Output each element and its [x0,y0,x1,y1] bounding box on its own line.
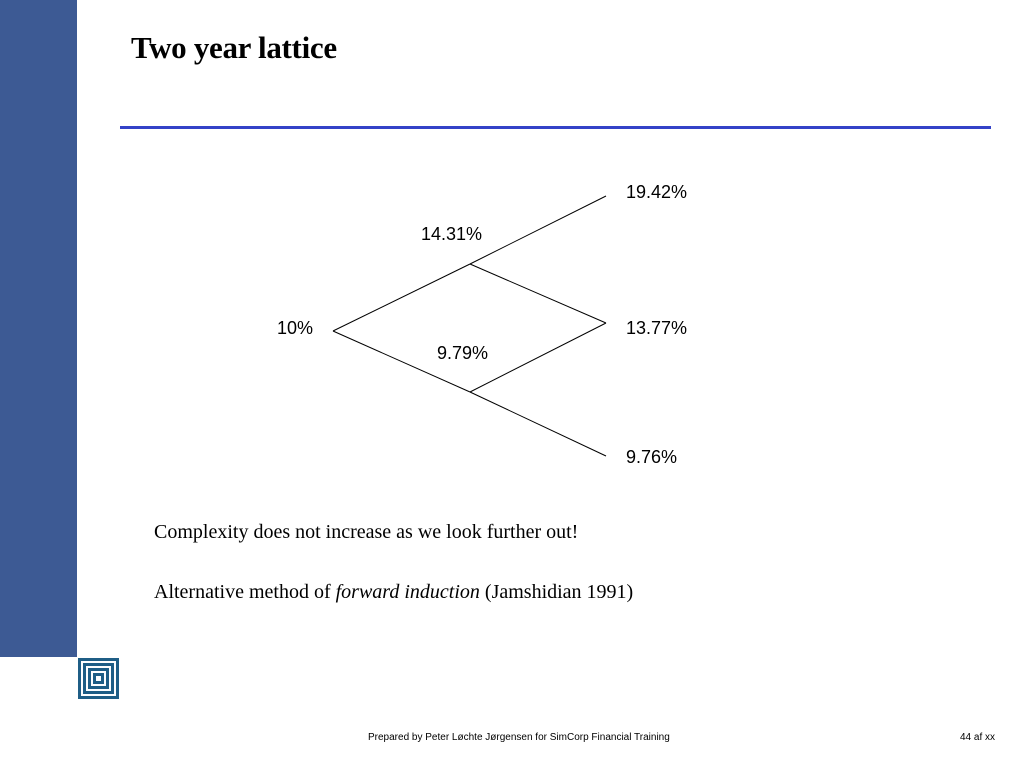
statement-prefix: Alternative method of [154,581,336,603]
footer-page-number: 44 af xx [960,732,996,743]
forward-induction-statement [154,581,633,604]
node-middle-year2-label: 13.77% [626,318,688,338]
branch-down-middle [470,323,606,392]
statement-italic-term: forward induction [335,581,480,603]
complexity-statement: Complexity does not increase as we look further out! [154,521,579,543]
slide-title: Two year lattice [131,30,337,65]
branch-root-up [333,264,470,331]
node-up-year1-label: 14.31% [421,224,483,244]
statement-citation: (Jamshidian 1991) [479,581,634,603]
footer-credit: Prepared by Peter Løchte Jørgensen for SimCorp Financial Training [368,732,670,743]
branch-up-upup [470,196,606,264]
node-upup-year2-label: 19.42% [626,182,688,202]
node-root-label: 10% [277,318,314,338]
node-downdown-year2-label: 9.76% [626,447,678,467]
branch-up-middle [470,264,606,323]
branch-down-downdown [470,392,606,456]
node-down-year1-label: 9.79% [437,343,489,363]
